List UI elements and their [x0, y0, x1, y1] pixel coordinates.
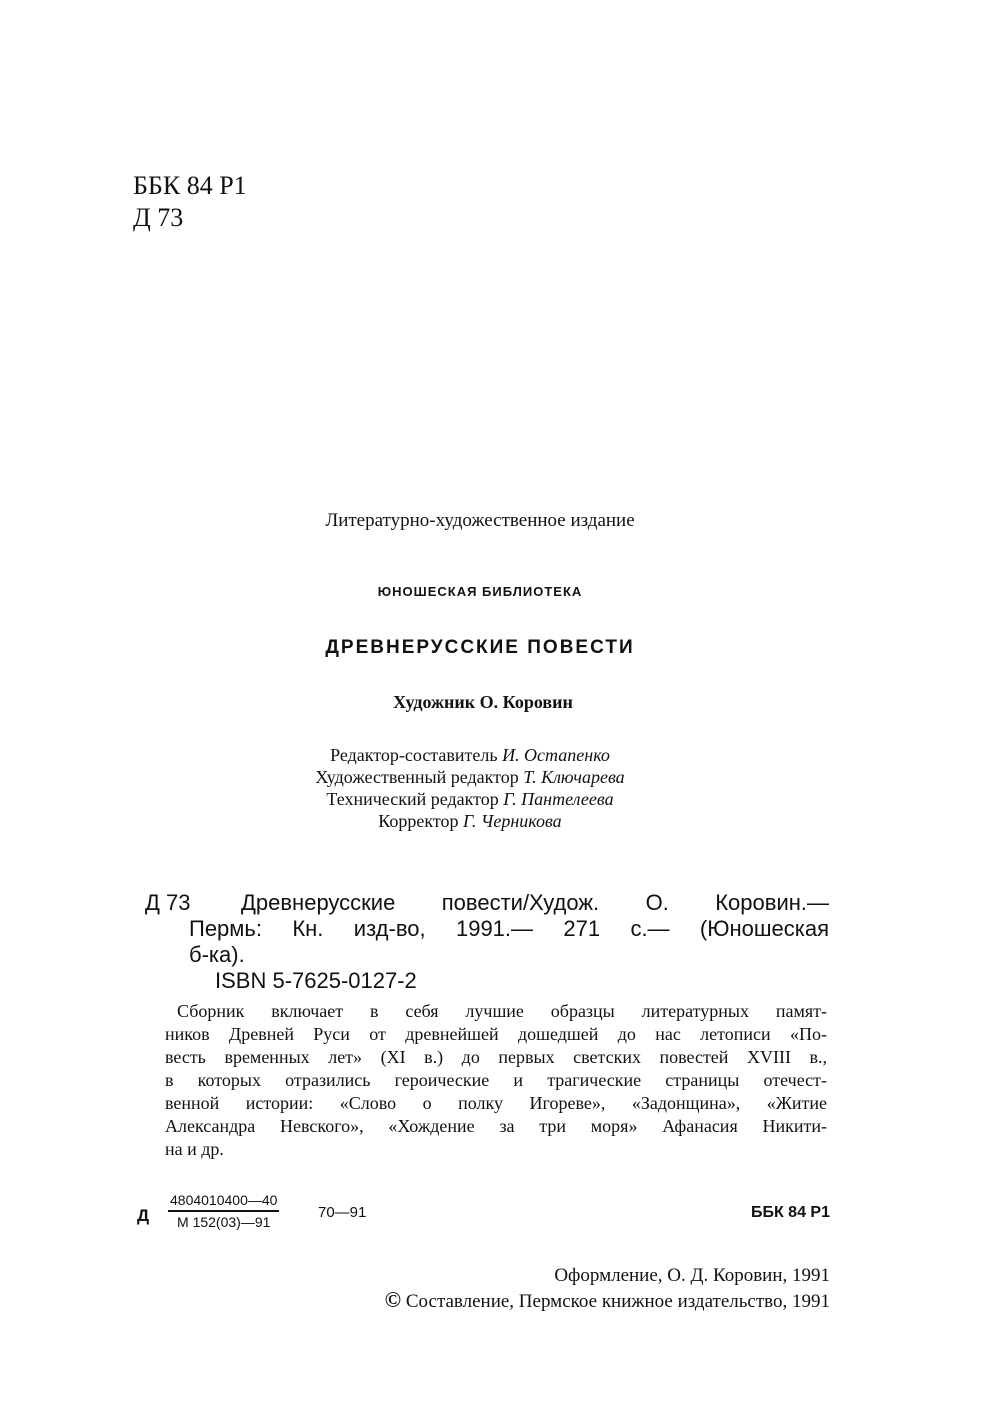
series-name: ЮНОШЕСКАЯ БИБЛИОТЕКА: [377, 584, 583, 599]
bbk-bottom: ББК 84 Р1: [750, 1204, 830, 1221]
credit-line: Технический редактор Г. Пантелеева: [326, 789, 614, 809]
author-mark: Д 73: [133, 203, 184, 232]
copyright-symbol-icon: ©: [384, 1287, 402, 1312]
isbn: ISBN 5-7625-0127-2: [215, 968, 417, 993]
credit-line: Редактор-составитель И. Остапенко: [330, 745, 610, 765]
edition-type: Литературно-художественное издание: [325, 510, 635, 531]
copyright-block: [385, 1264, 830, 1314]
compilation-copyright: © Составление, Пермское книжное издательство, 1991: [384, 1287, 830, 1312]
design-copyright: Оформление, О. Д. Коровин, 1991: [554, 1265, 830, 1286]
credit-line: Художественный редактор Т. Ключарева: [315, 767, 625, 787]
bbk-code: ББК 84 Р1: [133, 171, 247, 200]
annotation: Сборник включает в себя лучшие образцы литературных памят- ников Древней Руси от древнейшей дошедшей до нас летописи «По- весть временных лет» (XI в.) до первых светских повестей XVIII в., в которых отразились героические и трагические страницы отечест- венной истории: «Слово о полку Игореве», «Задонщина», «Житие Александра Невского», «Хождение за три моря» Афанасия Никити- на и др.: [165, 1001, 827, 1159]
credits-list: [270, 744, 670, 832]
index-fraction: 4804010400—40 М 152(03)—91: [170, 1192, 278, 1230]
artist-credit: Художник О. Коровин: [393, 692, 573, 712]
classification-block: [133, 170, 247, 234]
index-suffix: 70—91: [318, 1204, 367, 1221]
bibliographic-record: Древнерусские повести/Худож. О. Коровин.— Пермь: Кн. изд-во, 1991.— 271 с.— (Юношеская б-ка). ISBN 5-7625-0127-2: [189, 890, 829, 993]
index-letter: Д: [137, 1206, 150, 1225]
credit-line: Корректор Г. Черникова: [378, 811, 562, 831]
bibliographic-mark: Д 73: [145, 890, 191, 915]
book-title: ДРЕВНЕРУССКИЕ ПОВЕСТИ: [325, 637, 635, 658]
